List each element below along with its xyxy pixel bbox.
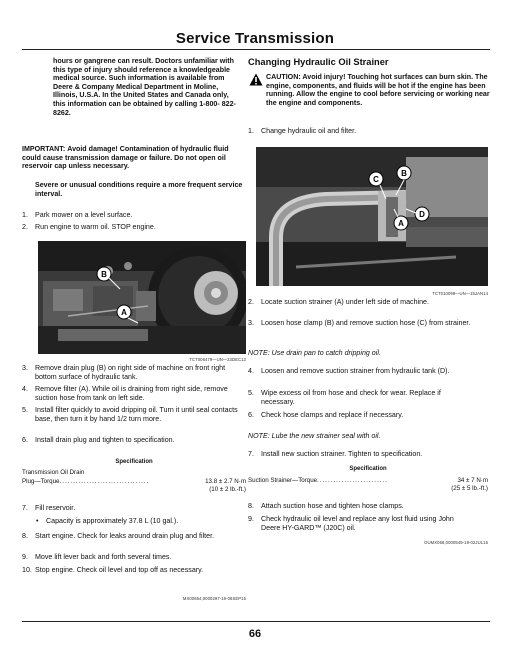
step-number: 5. [248,389,254,397]
section-heading: Changing Hydraulic Oil Strainer [248,57,389,67]
list-item [22,223,246,235]
caution-text: CAUTION: Avoid injury! Touching hot surfaces can burn skin. The engine, components, and fluids will be hot if the engine has been running. Allow the engine to cool before servicing or working near the engine and components. [266,73,490,107]
left-figure-caption: TCT006479—UN—23DEC13 [189,357,246,362]
bullet-item [22,517,246,531]
step-number: 1. [22,211,28,219]
steps-list-c [22,504,246,531]
important-notice [22,145,246,171]
left-spec-value: 13.8 ± 2.7 N·m [205,478,246,485]
step-number: 2. [248,298,254,306]
step-text: Start engine. Check for leaks around drain plug and filter. [35,532,215,540]
right-steps-list-c [248,502,488,537]
right-figure-caption: TCT010099—UN—15JAN14 [432,291,488,296]
step-number: 4. [22,385,28,393]
right-steps-list-a [248,298,488,340]
list-item [22,436,246,448]
step-text: Install filter quickly to avoid dripping oil. Turn it until seal contacts base, then turn it by hand 1/2 turn more. [35,406,238,423]
label-b: B [401,169,407,178]
steps-list-b [22,364,246,448]
bullet-text: Capacity is approximately 37.8 L (10 gal.). [46,517,179,525]
step-number: 4. [248,367,254,375]
steps-list-d [22,532,246,587]
right-footer-code: OUMX068,0000549-19-02JUL15 [424,540,488,545]
right-step-1 [248,127,488,138]
list-item [248,319,488,340]
list-item [248,411,488,423]
important-text: Avoid damage! Contamination of hydraulic fluid could cause transmission damage or failure. Do not open oil reservoir cap unless necessary. [22,145,229,171]
step-text: Install new suction strainer. Tighten to specification. [261,450,423,458]
step-text: Check hydraulic oil level and replace any lost fluid using John Deere HY-GARD™ (J20C) oil. [261,515,454,532]
step-text: Change hydraulic oil and filter. [261,127,357,135]
list-item [22,553,246,566]
transmission-photo-art [38,241,246,354]
right-spec-value: 34 ± 7 N·m [457,477,488,484]
right-steps-list-b [248,367,488,423]
step-text: Wipe excess oil from hose and check for wear. Replace if necessary. [261,389,441,406]
note-drain-pan: NOTE: Use drain pan to catch dripping oil. [248,349,381,357]
header-rule [22,49,490,50]
step-number: 6. [22,436,28,444]
label-c: C [373,175,379,184]
important-text-2: Severe or unusual conditions require a more frequent service interval. [35,181,243,198]
transmission-photo [38,241,246,354]
left-footer-code: MX00654,0000297-19-06SEP15 [182,596,246,601]
step-number: 7. [248,450,254,458]
step-text: Move lift lever back and forth several times. [35,553,172,561]
list-item [22,504,246,517]
left-spec-heading: Specification [115,459,153,465]
label-b: B [101,270,107,279]
list-item [22,385,246,406]
step-number: 2. [22,223,28,231]
label-a: A [398,219,404,228]
step-number: 8. [22,532,28,540]
note-lube: NOTE: Lube the new strainer seal with oil. [248,432,381,440]
list-item [248,515,488,537]
leader-dots: ................................. [59,478,150,485]
step-text: Loosen hose clamp (B) and remove suction hose (C) from strainer. [261,319,471,327]
step-number: 3. [248,319,254,327]
step-text: Check hose clamps and replace if necessary. [261,411,404,419]
right-spec-value-imperial: (25 ± 5 lb.-ft.) [451,485,488,492]
step-text: Park mower on a level surface. [35,211,133,219]
intro-paragraph: hours or gangrene can result. Doctors unfamiliar with this type of injury should reference a knowledgeable medical source. Such information is available from Deere & Company Medical Department in Moline, Illinois, U.S.A. In the United States and Canada only, this information can be obtained by calling 1-800- 822-8262. [53,57,236,117]
right-spec-name: Suction Strainer—Torque [248,477,318,484]
left-spec-item: Transmission Oil Drain [22,469,85,476]
step-text: Locate suction strainer (A) under left side of machine. [261,298,429,306]
step-text: Attach suction hose and tighten hose clamps. [261,502,404,510]
footer-rule [22,621,490,622]
label-a: A [121,308,127,317]
step-number: 3. [22,364,28,372]
step-text: Run engine to warm oil. STOP engine. [35,223,156,231]
important-lead: IMPORTANT: [22,145,66,153]
step-number: 5. [22,406,28,414]
step-number: 9. [22,553,28,561]
list-item [248,367,488,389]
step-number: 7. [22,504,28,512]
step-text: Install drain plug and tighten to specification. [35,436,175,444]
steps-list-a [22,211,246,235]
strainer-photo [256,147,488,286]
list-item [248,502,488,515]
right-step-7 [248,450,488,461]
right-spec-row [248,477,488,485]
page-number: 66 [248,628,262,640]
step-number: 8. [248,502,254,510]
list-item [248,389,488,411]
step-text: Stop engine. Check oil level and top off as necessary. [35,566,204,574]
step-number: 6. [248,411,254,419]
step-number: 10. [22,566,32,574]
step-text: Fill reservoir. [35,504,76,512]
list-item [248,298,488,319]
bullet-dot: • [36,517,39,525]
leader-dots: .......................... [317,477,388,484]
left-spec-value-imperial: (10 ± 2 lb.-ft.) [209,486,246,493]
right-spec-heading: Specification [349,466,387,472]
step-text: Loosen and remove suction strainer from hydraulic tank (D). [261,367,450,375]
left-spec-row [22,478,246,486]
left-spec-name: Plug—Torque [22,478,60,485]
warning-icon [249,73,263,86]
step-number: 1. [248,127,254,135]
list-item [22,566,246,587]
page-title: Service Transmission [175,30,335,47]
step-text: Remove filter (A). While oil is draining from right side, remove suction hose from tank on left side. [35,385,228,402]
list-item [22,532,246,553]
step-text: Remove drain plug (B) on right side of machine on front right bottom surface of hydraulic tank. [35,364,226,381]
step-number: 9. [248,515,254,523]
label-d: D [419,210,425,219]
list-item [22,364,246,385]
strainer-photo-art [256,147,488,286]
list-item [22,406,246,436]
list-item [22,211,246,223]
